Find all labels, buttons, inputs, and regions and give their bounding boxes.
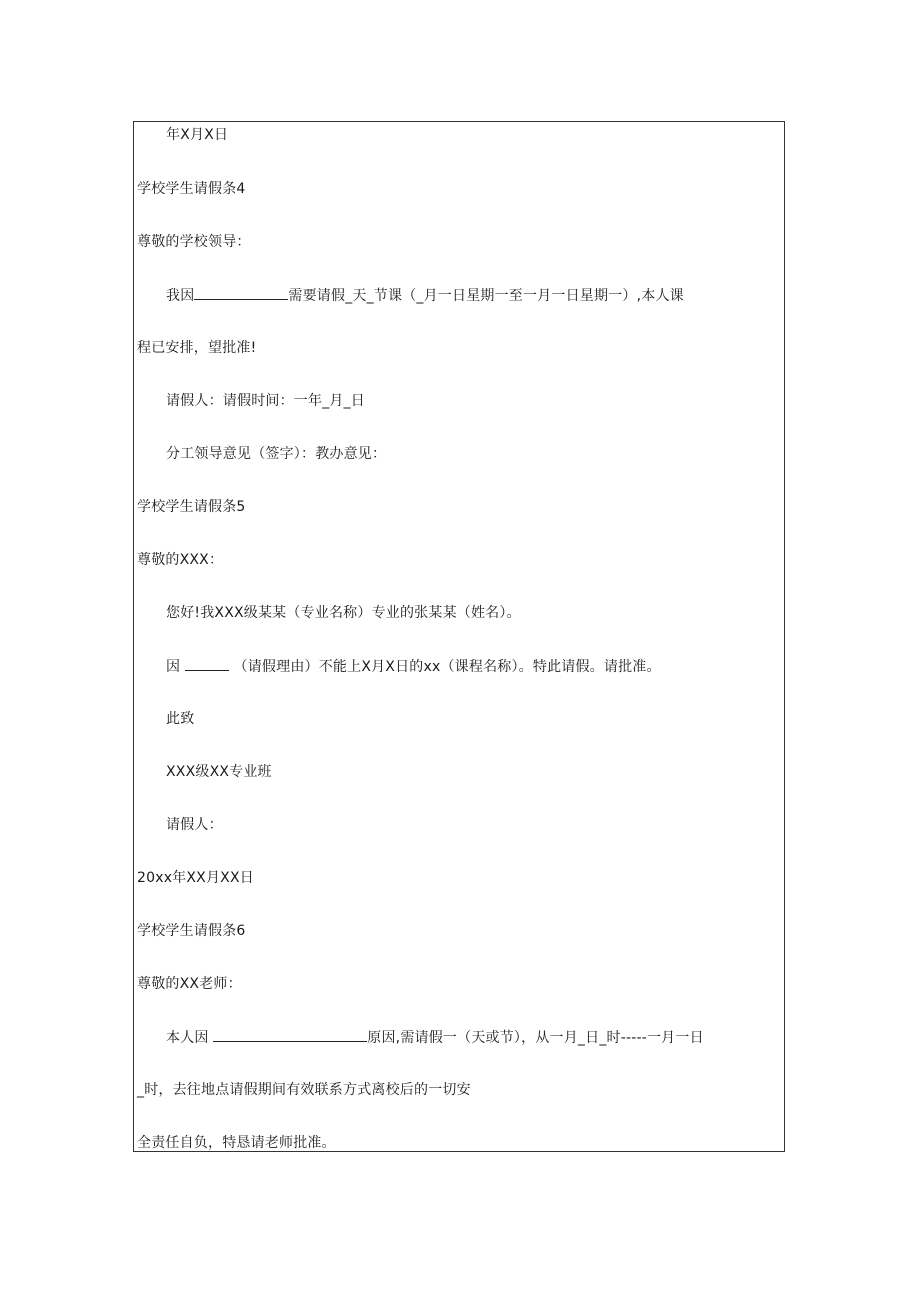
note-6-salutation: 尊敬的XX老师： (137, 976, 242, 992)
note-4-body-rest: 需要请假_天_节课（_月一日星期一至一月一日星期一）,本人课 (288, 288, 684, 304)
note-5-reason-prefix: 因 (166, 659, 181, 675)
note-6-body-line-2: _时，去往地点请假期间有效联系方式离校后的一切安 (137, 1082, 471, 1098)
note-5-greeting: 您好!我XXX级某某（专业名称）专业的张某某（姓名）。 (166, 605, 521, 621)
reason-blank (194, 286, 288, 300)
note-4-title: 学校学生请假条4 (137, 181, 246, 197)
note-4-approval-line: 分工领导意见（签字）：教办意见： (166, 446, 387, 462)
note-4-body-line-2: 程已安排，望批准! (137, 340, 257, 356)
note-4-salutation: 尊敬的学校领导： (137, 234, 251, 250)
note-6-body-line-3: 全责任自负，特恳请老师批准。 (137, 1135, 336, 1151)
note-4-applicant-line: 请假人：请假时间：一年_月_日 (166, 393, 365, 409)
page-border-frame (133, 121, 785, 1152)
note-6-body-line-1 (166, 1028, 704, 1047)
note-5-class: XXX级XX专业班 (166, 764, 272, 780)
reason-blank (213, 1028, 367, 1042)
note-5-salutation: 尊敬的XXX： (137, 552, 224, 568)
note-5-title: 学校学生请假条5 (137, 499, 246, 515)
note-5-date: 20xx年XX月XX日 (137, 870, 254, 886)
note-4-body-prefix: 我因 (166, 288, 195, 304)
reason-blank (185, 657, 229, 671)
note-6-title: 学校学生请假条6 (137, 923, 246, 939)
note-5-reason-rest: （请假理由）不能上X月X日的xx（课程名称）。特此请假。请批准。 (233, 659, 661, 675)
note-6-body-prefix: 本人因 (166, 1030, 209, 1046)
date-line: 年X月X日 (166, 127, 229, 143)
note-5-reason-line (166, 657, 661, 676)
note-6-body-rest: 原因,需请假一（天或节），从一月_日_时-----一月一日 (367, 1030, 704, 1046)
note-5-closing: 此致 (166, 711, 195, 727)
note-4-body-line-1 (166, 286, 684, 305)
note-5-applicant: 请假人： (166, 817, 223, 833)
